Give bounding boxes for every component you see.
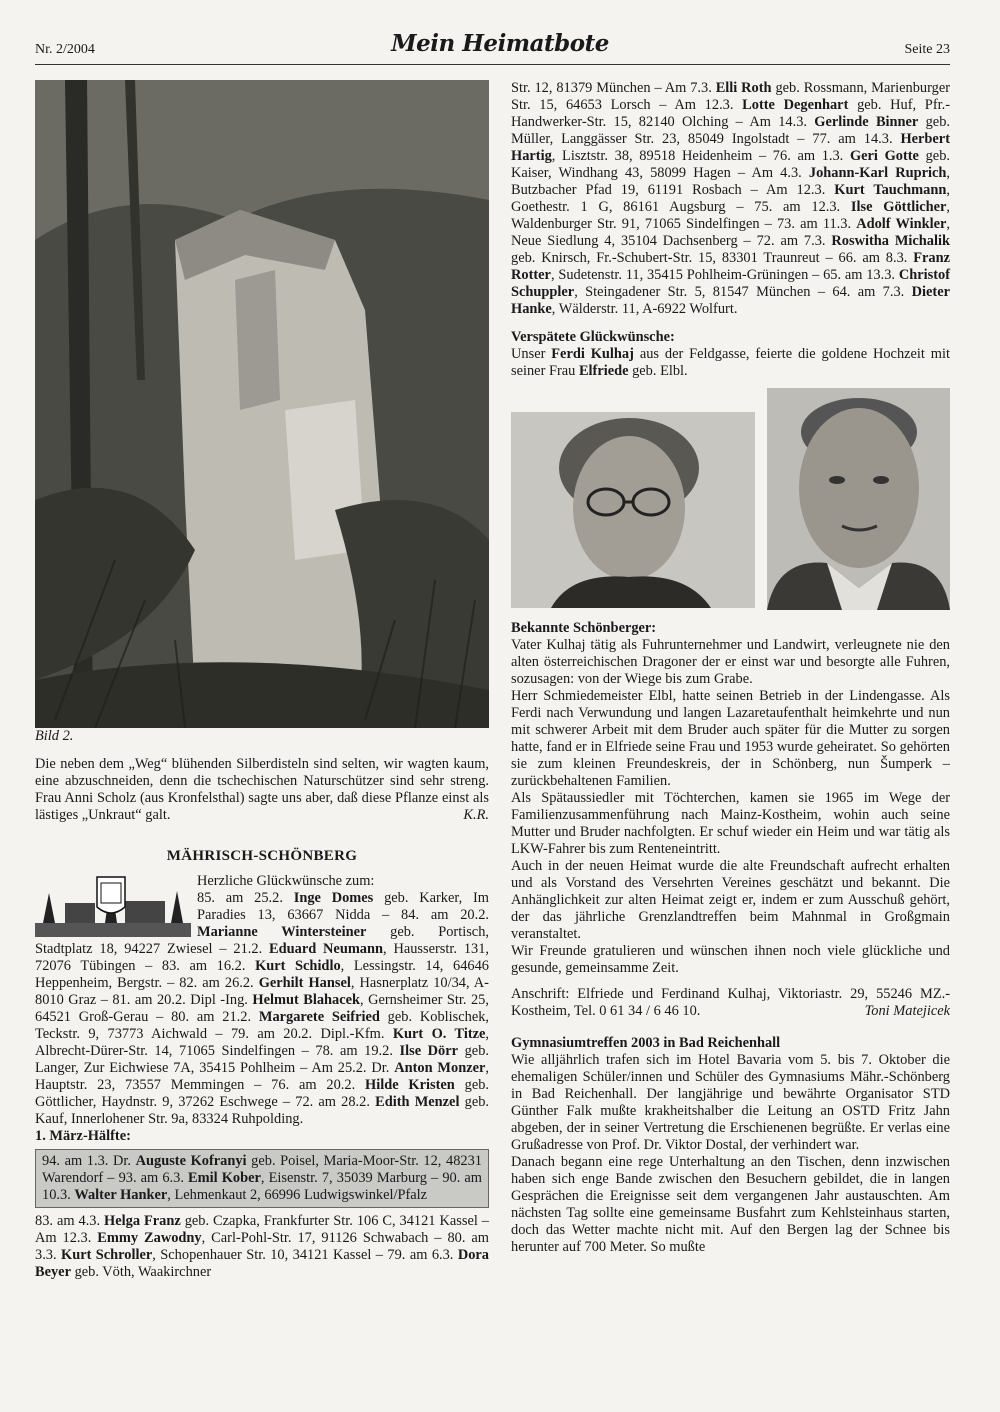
photo-ruin-with-thistles: [35, 80, 489, 728]
known-paragraph-2: Herr Schmiedemeister Elbl, hatte seinen Betrieb in der Lindengasse. Als Ferdi nach Verwundung und langen Lazaretaufenthalt heimkehrte und nun mit schwerer Arbeit mit dem Bruder auch später für die Mutter zu sorgen hatte, fand er in Elfriede seine Frau und 1953 wurde geheiratet. So gehörten sie zum kleinen Freundeskreis, der in Schönberg, nun Šumperk – zurückbehaltenen Familien.: [511, 688, 950, 789]
known-paragraph-1: Vater Kulhaj tätig als Fuhrunternehmer und Landwirt, verleugnete nie den alten österreichischen Dragoner der er einst war und besorgte alle Fuhren, sozusagen: von der Wiege bis zum Grabe.: [511, 637, 950, 687]
person-name: Johann-Karl Ruprich: [808, 165, 947, 181]
person-name: Helmut Blahacek: [252, 992, 360, 1008]
caption-author: K.R.: [463, 807, 489, 823]
caption-body: Die neben dem „Weg“ blühenden Silberdisteln sind selten, wir wagten kaum, eine abzuschneiden, denn die tschechischen Naturschützer sind sehr streng. Frau Anni Scholz (aus Kronfelsthal) sagte uns aber, daß diese Pflanze einst als lästiges „Unkraut“ galt.: [35, 756, 489, 823]
person-name: Inge Domes: [293, 890, 374, 906]
person-name: Helga Franz: [104, 1213, 181, 1229]
person-name: Kurt Schidlo: [255, 958, 341, 974]
boxed-list: 94. am 1.3. Dr. Auguste Kofranyi geb. Poisel, Maria-Moor-Str. 12, 48231 Warendorf – 93. am 6.3. Emil Kober, Eisenstr. 7, 35039 Marburg – 90. am 10.3. Walter Hanker, Lehmenkaut 2, 66996 Ludwigswinkel/Pfalz: [42, 1153, 482, 1203]
ruin-photo-illustration: [35, 80, 489, 728]
person-name: Dieter Hanke: [511, 284, 950, 317]
person-name: Anton Monzer: [394, 1060, 486, 1076]
known-paragraph-4: Auch in der neuen Heimat wurde die alte Freundschaft aufrecht erhalten und als Vorstand des Versehrten Vereines geschätzt und bekannt. Die Anhänglichkeit zur alten Heimat zeigt er, indem er zum Ausschuß gehört, der das jährliche Grenzlandtreffen beim Mahnmal in Großgmain veranstaltet.: [511, 858, 950, 942]
woman-portrait-image: [511, 412, 755, 608]
header-rule: [35, 64, 950, 65]
person-name: Kurt Tauchmann: [834, 182, 947, 198]
gymnasium-heading: Gymnasiumtreffen 2003 in Bad Reichenhall: [511, 1035, 781, 1051]
right-column: [511, 80, 950, 1256]
person-name: Eduard Neumann: [269, 941, 384, 957]
person-name: Kurt Schroller: [61, 1247, 153, 1263]
issue-number: Nr. 2/2004: [35, 42, 95, 57]
late-greetings-heading: Verspätete Glückwünsche:: [511, 329, 675, 345]
masthead-logo: Mein Heimatbote: [391, 30, 609, 57]
person-name: Emil Kober: [188, 1170, 261, 1186]
caption-label: Bild 2.: [35, 728, 74, 744]
person-name: Margarete Seifried: [258, 1009, 380, 1025]
person-name: Gerlinde Binner: [814, 114, 919, 130]
town-crest-icon: [35, 873, 191, 937]
march-heading: 1. März-Hälfte:: [35, 1128, 131, 1144]
continued-birthday-list: Str. 12, 81379 München – Am 7.3. Elli Roth geb. Rossmann, Marienburger Str. 15, 64653 Lorsch – Am 12.3. Lotte Degenhart geb. Huf, Pfr.-Handwerker-Str. 15, 82140 Olching – Am 14.3. Gerlinde Binner geb. Müller, Langgässer Str. 23, 85049 Ingolstadt – 77. am 14.3. Herbert Hartig, Lisztstr. 38, 89518 Heidenheim – 76. am 1.3. Geri Gotte geb. Kaiser, Windhang 43, 58099 Hagen – Am 4.3. Johann-Karl Ruprich, Butzbacher Pfad 19, 61191 Rosbach – Am 12.3. Kurt Tauchmann, Goethestr. 1 G, 86161 Augsburg – 75. am 12.3. Ilse Göttlicher, Waldenburger Str. 91, 71065 Sindelfingen – 73. am 11.3. Adolf Winkler, Neue Siedlung 4, 35104 Dachsenberg – 72. am 7.3. Roswitha Michalik geb. Knirsch, Fr.-Schubert-Str. 15, 83301 Traunreut – 66. am 8.3. Franz Rotter, Sudetenstr. 11, 35415 Pohlheim-Grüningen – 65. am 13.3. Christof Schuppler, Steingadener Str. 5, 81547 München – 64. am 7.3. Dieter Hanke, Wälderstr. 11, A-6922 Wolfurt.: [511, 80, 951, 317]
greetings-intro: Herzliche Glückwünsche zum:: [197, 873, 375, 889]
person-name: Emmy Zawodny: [97, 1230, 202, 1246]
highlighted-birthdays: [35, 1149, 489, 1208]
portraits: [511, 388, 950, 610]
gymnasium-paragraph-2: Danach begann eine rege Unterhaltung an den Tischen, denn inzwischen haben sich enge Bande zwischen den Besuchern gebildet, die in langen Gesprächen die Ereignisse seit dem vergangenen Jahr austauschten. Am nächsten Tag sollte eine gemeinsame Busfahrt zum Kehlsteinhaus starten, doch das Wetter machte nicht mit. Auf den Bergen lag der Schnee bis herunter auf 700 Meter. So mußte: [511, 1154, 950, 1255]
article-author: Toni Matejicek: [864, 1003, 950, 1019]
person-name: Ilse Göttlicher: [850, 199, 947, 215]
person-name: Elli Roth: [715, 80, 772, 96]
person-name: Ferdi Kulhaj: [551, 346, 634, 362]
page-number: Seite 23: [904, 42, 950, 57]
person-name: Walter Hanker: [74, 1187, 168, 1203]
portrait-elfriede: [511, 412, 755, 608]
person-name: Geri Gotte: [849, 148, 919, 164]
person-name: Gerhilt Hansel: [258, 975, 351, 991]
person-name: Ilse Dörr: [399, 1043, 459, 1059]
person-name: Adolf Winkler: [856, 216, 947, 232]
person-name: Kurt O. Titze: [392, 1026, 486, 1042]
known-heading: Bekannte Schönberger:: [511, 620, 657, 636]
person-name: Franz Rotter: [511, 250, 950, 283]
gymnasium-paragraph-1: Wie alljährlich trafen sich im Hotel Bavaria vom 5. bis 7. Oktober die ehemaligen Schüler/innen und Schüler des Gymnasiums Mähr.-Schönberg in Bad Reichenhall. Der langjährige und bewährte Organisator STD Günther Falk mußte krakheitshalber die Leitung an OSTD Fritz Jahn abgeben, der in seiner Vertretung die Erschienenen begrüßte. Er verlas eine Grußadresse von Prof. Dr. Viktor Dostal, der verhindert war.: [511, 1052, 950, 1153]
person-name: Auguste Kofranyi: [135, 1153, 247, 1169]
person-name: Lotte Degenhart: [742, 97, 849, 113]
person-name: Dora Beyer: [35, 1247, 489, 1280]
known-paragraph-3: Als Spätaussiedler mit Töchterchen, kamen sie 1965 im Wege der Familienzusammenführung nach Mainz-Kostheim, wohin auch seine Mutter und Bruder nachfolgten. Er schuf wieder ein Heim und war tätig als LKW-Fahrer bis zum Renteneintritt.: [511, 790, 950, 857]
person-name: Hilde Kristen: [365, 1077, 455, 1093]
address-text: Anschrift: Elfriede und Ferdinand Kulhaj, Viktoriastr. 29, 55246 MZ.-Kostheim, Tel. 0 61 34 / 6 46 10.: [511, 986, 950, 1019]
left-column: [35, 80, 489, 1281]
late-greetings-text: Unser Ferdi Kulhaj aus der Feldgasse, feierte die goldene Hochzeit mit seiner Frau Elfriede geb. Elbl.: [511, 346, 950, 379]
march-birthday-list: 83. am 4.3. Helga Franz geb. Czapka, Frankfurter Str. 106 C, 34121 Kassel – Am 12.3. Emmy Zawodny, Carl-Pohl-Str. 17, 91126 Schwabach – 80. am 3.3. Kurt Schroller, Schopenhauer Str. 10, 34121 Kassel – 79. am 6.3. Dora Beyer geb. Vöth, Waakirchner: [35, 1213, 489, 1280]
known-paragraph-5: Wir Freunde gratulieren und wünschen ihnen noch viele glückliche und gesunde, gemeinsamme Zeit.: [511, 943, 950, 976]
caption-text: [35, 756, 489, 824]
person-name: Elfriede: [578, 363, 629, 379]
man-portrait-image: [767, 388, 950, 610]
person-name: Christof Schuppler: [511, 267, 950, 300]
address-line: [511, 986, 950, 1020]
person-name: Edith Menzel: [375, 1094, 460, 1110]
person-name: Herbert Hartig: [511, 131, 950, 164]
person-name: Marianne Wintersteiner: [197, 924, 367, 940]
person-name: Roswitha Michalik: [831, 233, 950, 249]
portrait-ferdi: [767, 388, 950, 610]
birthday-list: 85. am 25.2. Inge Domes geb. Karker, Im Paradies 13, 63667 Nidda – 84. am 20.2. Marianne Wintersteiner geb. Portisch, Stadtplatz 18, 94227 Zwiesel – 21.2. Eduard Neumann, Hausserstr. 131, 72076 Tübingen – 83. am 16.2. Kurt Schidlo, Lessingstr. 14, 64646 Heppenheim, Bergstr. – 82. am 26.2. Gerhilt Hansel, Hasnerplatz 10/34, A-8010 Graz – 81. am 20.2. Dipl -Ing. Helmut Blahacek, Gernsheimer Str. 25, 64521 Groß-Gerau – 80. am 21.2. Margarete Seifried geb. Koblischek, Teckstr. 9, 73773 Aichwald – 79. am 20.2. Dipl.-Kfm. Kurt O. Titze, Albrecht-Dürer-Str. 14, 71065 Sindelfingen – 78. am 19.2. Ilse Dörr geb. Langer, Zur Eichwiese 7A, 35415 Pohlheim – Am 25.2. Dr. Anton Monzer, Hauptstr. 23, 73557 Memmingen – 76. am 20.2. Hilde Kristen geb. Göttlicher, Haydnstr. 9, 37262 Eschwege – 72. am 28.2. Edith Menzel geb. Kauf, Innerlohener Str. 9a, 83324 Ruhpolding.: [35, 890, 490, 1127]
section-title-maehrisch-schoenberg: MÄHRISCH-SCHÖNBERG: [166, 848, 358, 864]
